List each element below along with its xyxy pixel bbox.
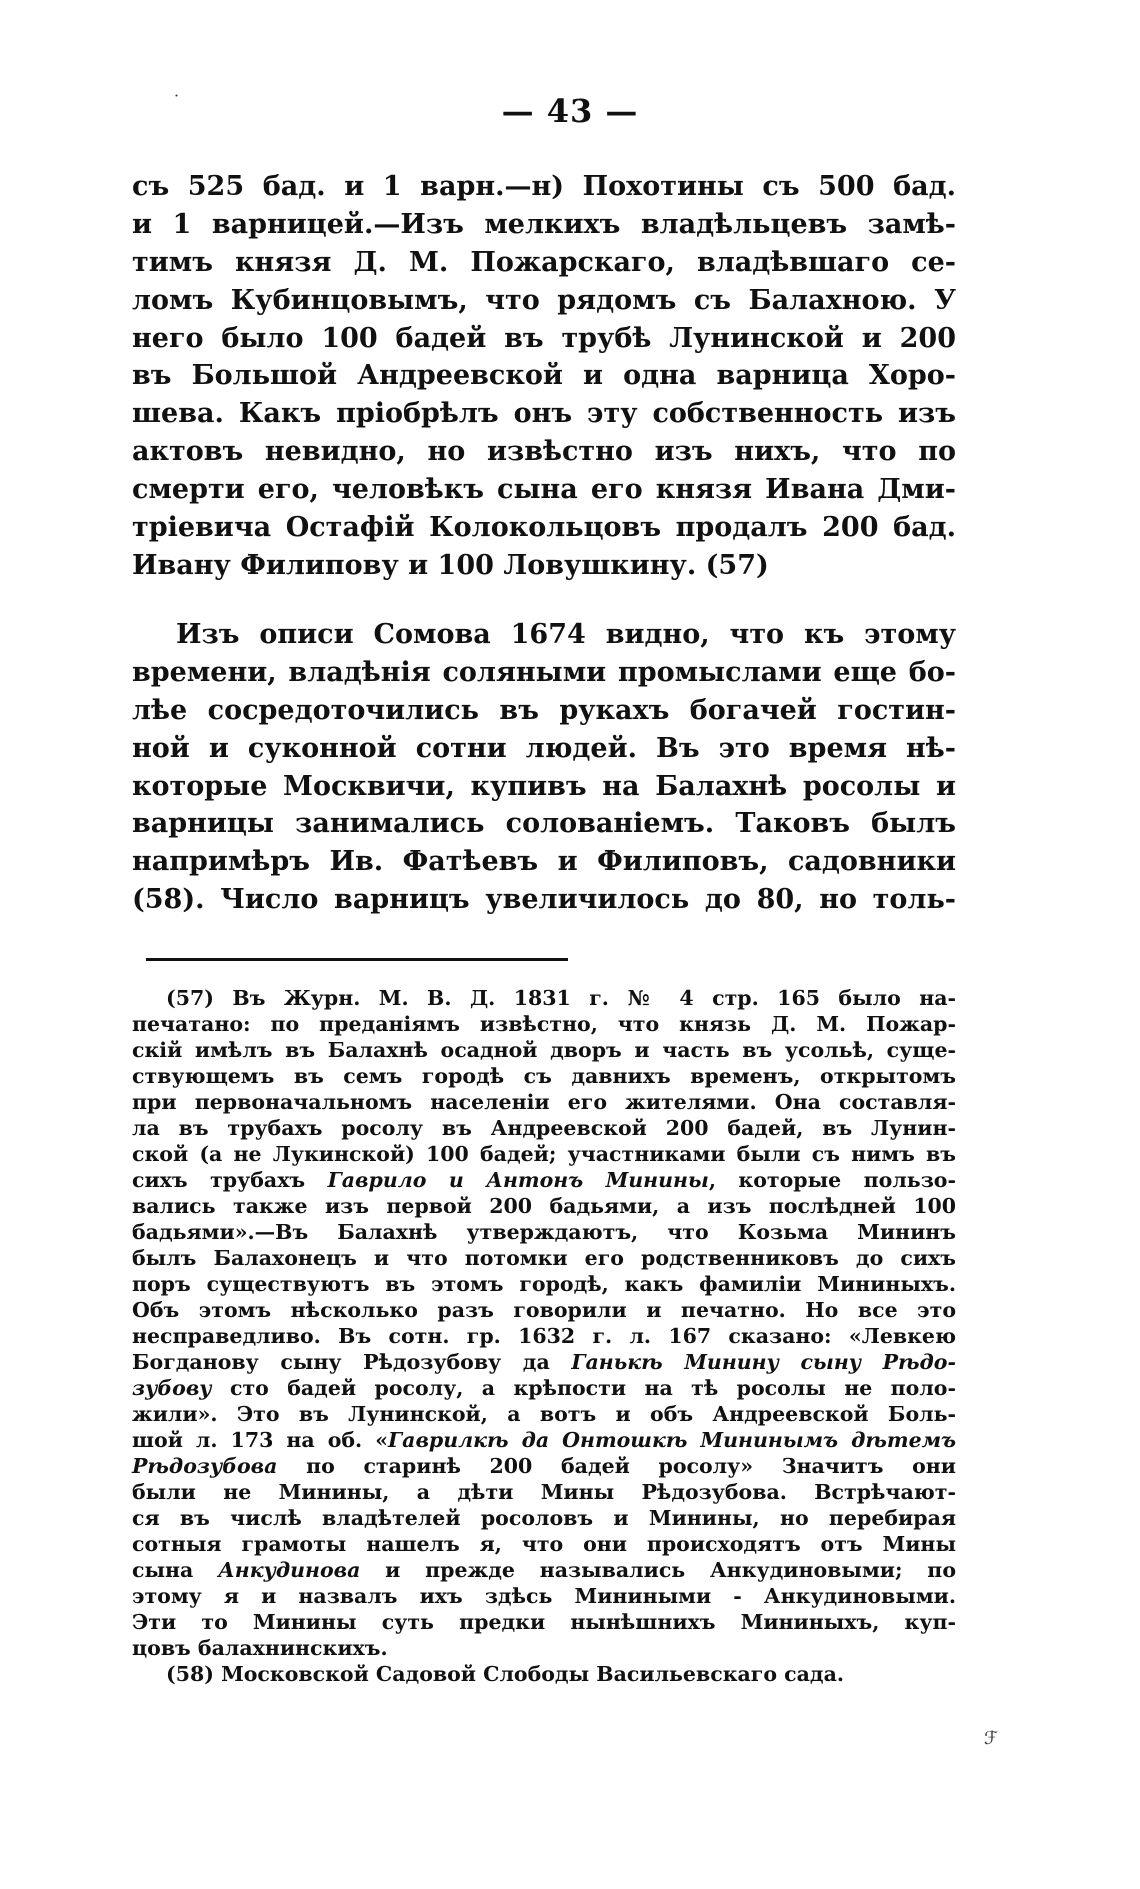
paragraph-1 — [132, 168, 956, 585]
footnote-text: Богданову сыну Рѣдозубову да — [132, 1350, 572, 1374]
footnotes — [132, 985, 956, 1687]
text-line: (58). Число варницъ увеличилось до 80, но толь- — [132, 884, 956, 916]
text-line: въ Большой Андреевской и одна варница Хоро- — [132, 360, 956, 392]
text-line: Изъ описи Сомова 1674 видно, что къ этому — [176, 619, 956, 650]
paragraph-2 — [132, 616, 956, 919]
footnote-line — [132, 1427, 956, 1453]
text-line: времени, владѣнія соляными промыслами еще бо- — [132, 656, 956, 688]
footnote-line: были не Минины, а дѣти Мины Рѣдозубова. Встрѣчают- — [132, 1480, 956, 1504]
text-line: лѣе сосредоточились въ рукахъ богачей гостин- — [132, 694, 956, 726]
footnote-text: сто бадей росолу, а крѣпости на тѣ росолы не поло- — [211, 1376, 956, 1400]
footnote-line: скій имѣлъ въ Балахнѣ осадной дворъ и часть въ усольѣ, суще- — [132, 1038, 956, 1062]
text-line: напримѣръ Ив. Фатѣевъ и Филиповъ, садовники — [132, 846, 956, 878]
footnote-line: былъ Балахонецъ и что потомки его родственниковъ до сихъ — [132, 1246, 956, 1270]
text-line: тимъ князя Д. М. Пожарскаго, владѣвшаго се- — [132, 246, 956, 278]
footnote-line: цовъ балахнинскихъ. — [132, 1636, 388, 1660]
footnote-line: Эти то Минины суть предки нынѣшнихъ Мининыхъ, куп- — [132, 1610, 956, 1634]
text-line: варницы занимались солованіемъ. Таковъ былъ — [132, 808, 956, 840]
footnote-line: ствующемъ въ семъ городѣ съ давнихъ временъ, открытомъ — [132, 1064, 956, 1088]
footnote-line: (57) Въ Журн. М. В. Д. 1831 г. № 4 стр. 165 было на- — [166, 986, 956, 1010]
footnote-italic: Рѣдозубова — [132, 1454, 278, 1478]
footnote-text: и прежде назывались Анкудиновыми; по — [360, 1558, 956, 1582]
footnote-line — [132, 1167, 956, 1193]
footnote-line: печатано: по преданіямъ извѣстно, что князь Д. М. Пожар- — [132, 1012, 956, 1036]
footnote-text: по старинѣ 200 бадей росолу» Значитъ они — [277, 1454, 956, 1478]
speck-mark: ˙ — [172, 92, 181, 113]
footnote-line — [132, 1453, 956, 1479]
footnote-line — [132, 1349, 956, 1375]
text-line: него было 100 бадей въ трубѣ Лунинской и 200 — [132, 322, 956, 354]
text-line: ломъ Кубинцовымъ, что рядомъ съ Балахною. У — [132, 284, 956, 316]
footnote-italic: Гаврилкѣ да Онтошкѣ Мининымъ дѣтемъ — [388, 1428, 956, 1452]
text-line: смерти его, человѣкъ сына его князя Ивана Дми- — [132, 474, 956, 506]
footnote-text: сихъ трубахъ — [132, 1168, 328, 1192]
text-line: актовъ невидно, но извѣстно изъ нихъ, что по — [132, 436, 956, 468]
footnote-line: несправедливо. Въ сотн. гр. 1632 г. л. 167 сказано: «Левкею — [132, 1324, 956, 1348]
footnote-line — [132, 1375, 956, 1401]
footnote-line: жили». Это въ Лунинской, а вотъ и объ Андреевской Боль- — [132, 1402, 956, 1426]
text-line: которые Москвичи, купивъ на Балахнѣ росолы и — [132, 770, 956, 802]
footnote-italic: Гаврило и Антонъ Минины — [327, 1168, 709, 1192]
text-line: съ 525 бад. и 1 варн.—н) Похотины съ 500 бад. — [132, 171, 956, 202]
footnote-italic: Анкудинова — [218, 1558, 361, 1582]
footnote-line: поръ существуютъ въ этомъ городѣ, какъ фамиліи Мининыхъ. — [132, 1272, 956, 1296]
footnote-line: вались также изъ первой 200 бадьями, а изъ послѣдней 100 — [132, 1194, 956, 1218]
speck-mark: ℱ — [984, 1728, 999, 1749]
text-line: Ивану Филипову и 100 Ловушкину. (57) — [132, 549, 769, 581]
footnote-divider — [146, 958, 568, 961]
footnote-line — [132, 1557, 956, 1583]
footnote-line: ла въ трубахъ росолу въ Андреевской 200 бадей, въ Лунин- — [132, 1116, 956, 1140]
footnote-58: (58) Московской Садовой Слободы Васильевскаго сада. — [166, 1662, 845, 1686]
text-line: тріевича Остафій Колокольцовъ продалъ 200 бад. — [132, 512, 956, 544]
text-line: ной и суконной сотни людей. Въ это время нѣ- — [132, 732, 956, 764]
footnote-line: ской (а не Лукинской) 100 бадей; участниками были съ нимъ въ — [132, 1142, 956, 1166]
footnote-italic: Ганькѣ Минину сыну Рѣдо- — [571, 1350, 956, 1374]
footnote-line: Объ этомъ нѣсколько разъ говорили и печатно. Но все это — [132, 1298, 956, 1322]
text-line: шева. Какъ пріобрѣлъ онъ эту собственность изъ — [132, 398, 956, 430]
footnote-line: бадьями».—Въ Балахнѣ утверждаютъ, что Козьма Мининъ — [132, 1220, 956, 1244]
footnote-line: сотныя грамоты нашелъ я, что они происходятъ отъ Мины — [132, 1532, 956, 1556]
footnote-line: ся въ числѣ владѣтелей росоловъ и Минины, но перебирая — [132, 1506, 956, 1530]
footnote-text: сына — [132, 1558, 219, 1582]
page-number: — 43 — — [501, 92, 639, 130]
footnote-italic: зубову — [132, 1376, 212, 1400]
footnote-text: , которые пользо- — [708, 1168, 956, 1192]
footnote-line: при первоначальномъ населеніи его жителями. Она составля- — [132, 1090, 956, 1114]
text-line: и 1 варницей.—Изъ мелкихъ владѣльцевъ замѣ- — [132, 208, 956, 240]
footnote-line: этому я и назвалъ ихъ здѣсь Миниными - Анкудиновыми. — [132, 1584, 956, 1608]
footnote-text: шой л. 173 на об. « — [132, 1428, 389, 1452]
